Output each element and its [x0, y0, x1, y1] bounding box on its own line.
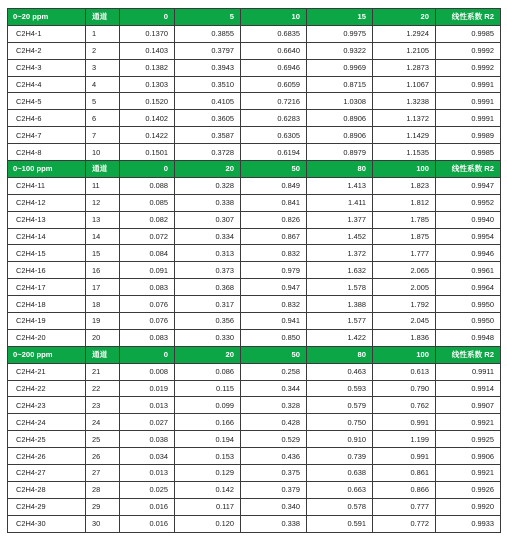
sensor-name-cell: C2H4-23	[8, 397, 86, 414]
channel-cell: 28	[86, 481, 120, 498]
table-row	[8, 76, 501, 93]
reading-cell: 0.739	[307, 448, 373, 465]
reading-cell: 1.2105	[373, 42, 436, 59]
reading-cell: 0.762	[373, 397, 436, 414]
concentration-header-cell: 0	[120, 161, 175, 178]
channel-cell: 18	[86, 296, 120, 313]
reading-cell: 0.6059	[241, 76, 307, 93]
reading-cell: 0.344	[241, 380, 307, 397]
table-body	[8, 9, 501, 533]
reading-cell: 0.9969	[307, 59, 373, 76]
r2-value-cell: 0.9950	[436, 296, 501, 313]
reading-cell: 0.1422	[120, 127, 175, 144]
sensor-name-cell: C2H4-6	[8, 110, 86, 127]
reading-cell: 1.777	[373, 245, 436, 262]
concentration-header-cell: 0	[120, 346, 175, 363]
channel-cell: 22	[86, 380, 120, 397]
reading-cell: 0.117	[175, 498, 241, 515]
reading-cell: 0.088	[120, 177, 175, 194]
reading-cell: 0.8906	[307, 127, 373, 144]
reading-cell: 0.3587	[175, 127, 241, 144]
concentration-header-cell: 80	[307, 346, 373, 363]
table-row	[8, 110, 501, 127]
reading-cell: 0.947	[241, 279, 307, 296]
reading-cell: 0.6835	[241, 25, 307, 42]
channel-cell: 27	[86, 465, 120, 482]
concentration-header-cell: 50	[241, 161, 307, 178]
reading-cell: 0.1402	[120, 110, 175, 127]
r2-value-cell: 0.9989	[436, 127, 501, 144]
reading-cell: 0.3728	[175, 144, 241, 161]
reading-cell: 0.9975	[307, 25, 373, 42]
reading-cell: 0.1520	[120, 93, 175, 110]
reading-cell: 1.2924	[373, 25, 436, 42]
channel-cell: 30	[86, 515, 120, 532]
reading-cell: 0.313	[175, 245, 241, 262]
reading-cell: 0.082	[120, 211, 175, 228]
reading-cell: 0.832	[241, 296, 307, 313]
reading-cell: 0.338	[175, 194, 241, 211]
reading-cell: 0.034	[120, 448, 175, 465]
concentration-header-cell: 5	[175, 9, 241, 26]
r2-value-cell: 0.9947	[436, 177, 501, 194]
table-row	[8, 279, 501, 296]
channel-cell: 11	[86, 177, 120, 194]
reading-cell: 0.083	[120, 329, 175, 346]
reading-cell: 0.084	[120, 245, 175, 262]
reading-cell: 0.7216	[241, 93, 307, 110]
reading-cell: 0.086	[175, 363, 241, 380]
reading-cell: 0.991	[373, 448, 436, 465]
reading-cell: 1.2873	[373, 59, 436, 76]
reading-cell: 0.772	[373, 515, 436, 532]
reading-cell: 0.6194	[241, 144, 307, 161]
reading-cell: 2.045	[373, 313, 436, 330]
reading-cell: 0.4105	[175, 93, 241, 110]
reading-cell: 1.1429	[373, 127, 436, 144]
reading-cell: 0.166	[175, 414, 241, 431]
reading-cell: 0.099	[175, 397, 241, 414]
r2-value-cell: 0.9985	[436, 25, 501, 42]
reading-cell: 0.1382	[120, 59, 175, 76]
table-row	[8, 329, 501, 346]
reading-cell: 0.379	[241, 481, 307, 498]
reading-cell: 0.591	[307, 515, 373, 532]
sensor-name-cell: C2H4-29	[8, 498, 86, 515]
reading-cell: 0.120	[175, 515, 241, 532]
channel-cell: 16	[86, 262, 120, 279]
reading-cell: 0.941	[241, 313, 307, 330]
reading-cell: 0.328	[241, 397, 307, 414]
sensor-name-cell: C2H4-15	[8, 245, 86, 262]
table-row	[8, 228, 501, 245]
sensor-name-cell: C2H4-25	[8, 431, 86, 448]
sensor-name-cell: C2H4-30	[8, 515, 86, 532]
channel-cell: 26	[86, 448, 120, 465]
reading-cell: 1.792	[373, 296, 436, 313]
concentration-header-cell: 50	[241, 346, 307, 363]
r2-value-cell: 0.9961	[436, 262, 501, 279]
sensor-name-cell: C2H4-28	[8, 481, 86, 498]
reading-cell: 0.027	[120, 414, 175, 431]
reading-cell: 0.663	[307, 481, 373, 498]
sensor-name-cell: C2H4-21	[8, 363, 86, 380]
sensor-name-cell: C2H4-5	[8, 93, 86, 110]
table-row	[8, 448, 501, 465]
table-row	[8, 144, 501, 161]
reading-cell: 0.849	[241, 177, 307, 194]
reading-cell: 0.373	[175, 262, 241, 279]
table-row	[8, 414, 501, 431]
reading-cell: 0.019	[120, 380, 175, 397]
table-row	[8, 380, 501, 397]
reading-cell: 0.428	[241, 414, 307, 431]
reading-cell: 0.777	[373, 498, 436, 515]
reading-cell: 0.1370	[120, 25, 175, 42]
reading-cell: 0.613	[373, 363, 436, 380]
table-row	[8, 465, 501, 482]
table-row	[8, 127, 501, 144]
range-header-cell: 0~20 ppm	[8, 9, 86, 26]
reading-cell: 0.463	[307, 363, 373, 380]
reading-cell: 1.377	[307, 211, 373, 228]
reading-cell: 0.750	[307, 414, 373, 431]
sensor-name-cell: C2H4-8	[8, 144, 86, 161]
reading-cell: 0.013	[120, 397, 175, 414]
reading-cell: 0.115	[175, 380, 241, 397]
table-row	[8, 177, 501, 194]
reading-cell: 0.6946	[241, 59, 307, 76]
channel-cell: 10	[86, 144, 120, 161]
reading-cell: 0.091	[120, 262, 175, 279]
reading-cell: 0.076	[120, 313, 175, 330]
sensor-name-cell: C2H4-26	[8, 448, 86, 465]
reading-cell: 0.129	[175, 465, 241, 482]
reading-cell: 1.1067	[373, 76, 436, 93]
reading-cell: 0.1501	[120, 144, 175, 161]
sensor-name-cell: C2H4-7	[8, 127, 86, 144]
reading-cell: 0.979	[241, 262, 307, 279]
reading-cell: 0.579	[307, 397, 373, 414]
channel-cell: 3	[86, 59, 120, 76]
reading-cell: 2.005	[373, 279, 436, 296]
reading-cell: 0.338	[241, 515, 307, 532]
r2-value-cell: 0.9921	[436, 465, 501, 482]
sensor-name-cell: C2H4-1	[8, 25, 86, 42]
concentration-header-cell: 20	[175, 346, 241, 363]
table-row	[8, 431, 501, 448]
reading-cell: 0.861	[373, 465, 436, 482]
channel-cell: 1	[86, 25, 120, 42]
r2-value-cell: 0.9914	[436, 380, 501, 397]
reading-cell: 0.375	[241, 465, 307, 482]
reading-cell: 0.8715	[307, 76, 373, 93]
reading-cell: 1.1535	[373, 144, 436, 161]
concentration-header-cell: 0	[120, 9, 175, 26]
sensor-name-cell: C2H4-17	[8, 279, 86, 296]
reading-cell: 0.3797	[175, 42, 241, 59]
r2-value-cell: 0.9991	[436, 93, 501, 110]
reading-cell: 0.826	[241, 211, 307, 228]
reading-cell: 1.578	[307, 279, 373, 296]
concentration-header-cell: 20	[373, 9, 436, 26]
channel-cell: 13	[86, 211, 120, 228]
reading-cell: 0.340	[241, 498, 307, 515]
reading-cell: 0.529	[241, 431, 307, 448]
r2-value-cell: 0.9954	[436, 228, 501, 245]
reading-cell: 0.307	[175, 211, 241, 228]
r2-value-cell: 0.9920	[436, 498, 501, 515]
r2-header-cell: 线性系数 R2	[436, 161, 501, 178]
sensor-name-cell: C2H4-2	[8, 42, 86, 59]
sensor-name-cell: C2H4-4	[8, 76, 86, 93]
channel-cell: 15	[86, 245, 120, 262]
sensor-name-cell: C2H4-16	[8, 262, 86, 279]
reading-cell: 0.3510	[175, 76, 241, 93]
reading-cell: 0.6305	[241, 127, 307, 144]
table-row	[8, 296, 501, 313]
table-row	[8, 515, 501, 532]
reading-cell: 1.785	[373, 211, 436, 228]
r2-value-cell: 0.9991	[436, 76, 501, 93]
reading-cell: 0.867	[241, 228, 307, 245]
reading-cell: 0.083	[120, 279, 175, 296]
section-header-row	[8, 346, 501, 363]
sensor-name-cell: C2H4-27	[8, 465, 86, 482]
calibration-table	[7, 8, 501, 533]
reading-cell: 0.072	[120, 228, 175, 245]
concentration-header-cell: 80	[307, 161, 373, 178]
table-row	[8, 25, 501, 42]
reading-cell: 1.452	[307, 228, 373, 245]
r2-value-cell: 0.9911	[436, 363, 501, 380]
range-header-cell: 0~200 ppm	[8, 346, 86, 363]
channel-cell: 12	[86, 194, 120, 211]
r2-value-cell: 0.9906	[436, 448, 501, 465]
r2-value-cell: 0.9907	[436, 397, 501, 414]
reading-cell: 0.593	[307, 380, 373, 397]
reading-cell: 0.8906	[307, 110, 373, 127]
reading-cell: 0.832	[241, 245, 307, 262]
range-header-cell: 0~100 ppm	[8, 161, 86, 178]
table-row	[8, 313, 501, 330]
reading-cell: 1.0308	[307, 93, 373, 110]
r2-header-cell: 线性系数 R2	[436, 9, 501, 26]
channel-cell: 29	[86, 498, 120, 515]
section-header-row	[8, 9, 501, 26]
channel-header-cell: 通道	[86, 9, 120, 26]
reading-cell: 1.875	[373, 228, 436, 245]
channel-cell: 6	[86, 110, 120, 127]
reading-cell: 2.065	[373, 262, 436, 279]
table-row	[8, 397, 501, 414]
sensor-name-cell: C2H4-24	[8, 414, 86, 431]
table-row	[8, 59, 501, 76]
channel-cell: 24	[86, 414, 120, 431]
r2-value-cell: 0.9992	[436, 59, 501, 76]
channel-cell: 2	[86, 42, 120, 59]
sensor-name-cell: C2H4-22	[8, 380, 86, 397]
concentration-header-cell: 100	[373, 346, 436, 363]
channel-cell: 20	[86, 329, 120, 346]
reading-cell: 0.142	[175, 481, 241, 498]
reading-cell: 1.199	[373, 431, 436, 448]
sensor-name-cell: C2H4-13	[8, 211, 86, 228]
channel-header-cell: 通道	[86, 161, 120, 178]
table-row	[8, 262, 501, 279]
section-header-row	[8, 161, 501, 178]
reading-cell: 1.413	[307, 177, 373, 194]
reading-cell: 0.368	[175, 279, 241, 296]
r2-value-cell: 0.9940	[436, 211, 501, 228]
reading-cell: 0.153	[175, 448, 241, 465]
r2-value-cell: 0.9985	[436, 144, 501, 161]
table-row	[8, 363, 501, 380]
r2-value-cell: 0.9933	[436, 515, 501, 532]
reading-cell: 0.3943	[175, 59, 241, 76]
reading-cell: 0.076	[120, 296, 175, 313]
reading-cell: 1.836	[373, 329, 436, 346]
reading-cell: 0.638	[307, 465, 373, 482]
channel-cell: 23	[86, 397, 120, 414]
table-row	[8, 42, 501, 59]
reading-cell: 0.8979	[307, 144, 373, 161]
calibration-table-container	[7, 8, 500, 533]
reading-cell: 0.085	[120, 194, 175, 211]
r2-value-cell: 0.9925	[436, 431, 501, 448]
reading-cell: 1.372	[307, 245, 373, 262]
reading-cell: 0.194	[175, 431, 241, 448]
sensor-name-cell: C2H4-12	[8, 194, 86, 211]
reading-cell: 0.328	[175, 177, 241, 194]
reading-cell: 0.013	[120, 465, 175, 482]
r2-value-cell: 0.9952	[436, 194, 501, 211]
reading-cell: 1.812	[373, 194, 436, 211]
channel-cell: 17	[86, 279, 120, 296]
reading-cell: 0.790	[373, 380, 436, 397]
reading-cell: 0.008	[120, 363, 175, 380]
channel-cell: 4	[86, 76, 120, 93]
reading-cell: 0.038	[120, 431, 175, 448]
table-row	[8, 194, 501, 211]
concentration-header-cell: 15	[307, 9, 373, 26]
reading-cell: 0.910	[307, 431, 373, 448]
channel-cell: 7	[86, 127, 120, 144]
reading-cell: 0.330	[175, 329, 241, 346]
reading-cell: 1.577	[307, 313, 373, 330]
concentration-header-cell: 100	[373, 161, 436, 178]
reading-cell: 0.016	[120, 515, 175, 532]
r2-value-cell: 0.9950	[436, 313, 501, 330]
channel-cell: 25	[86, 431, 120, 448]
reading-cell: 0.850	[241, 329, 307, 346]
r2-value-cell: 0.9926	[436, 481, 501, 498]
reading-cell: 1.823	[373, 177, 436, 194]
sensor-name-cell: C2H4-3	[8, 59, 86, 76]
reading-cell: 0.991	[373, 414, 436, 431]
reading-cell: 0.841	[241, 194, 307, 211]
table-row	[8, 498, 501, 515]
reading-cell: 0.016	[120, 498, 175, 515]
reading-cell: 1.632	[307, 262, 373, 279]
reading-cell: 1.411	[307, 194, 373, 211]
channel-cell: 14	[86, 228, 120, 245]
reading-cell: 0.1403	[120, 42, 175, 59]
reading-cell: 0.025	[120, 481, 175, 498]
reading-cell: 0.866	[373, 481, 436, 498]
table-row	[8, 93, 501, 110]
r2-value-cell: 0.9921	[436, 414, 501, 431]
reading-cell: 0.578	[307, 498, 373, 515]
reading-cell: 0.258	[241, 363, 307, 380]
sensor-name-cell: C2H4-14	[8, 228, 86, 245]
channel-cell: 21	[86, 363, 120, 380]
reading-cell: 0.317	[175, 296, 241, 313]
r2-header-cell: 线性系数 R2	[436, 346, 501, 363]
table-row	[8, 481, 501, 498]
reading-cell: 0.9322	[307, 42, 373, 59]
channel-cell: 19	[86, 313, 120, 330]
sensor-name-cell: C2H4-20	[8, 329, 86, 346]
concentration-header-cell: 10	[241, 9, 307, 26]
reading-cell: 0.3855	[175, 25, 241, 42]
sensor-name-cell: C2H4-18	[8, 296, 86, 313]
reading-cell: 1.422	[307, 329, 373, 346]
r2-value-cell: 0.9992	[436, 42, 501, 59]
reading-cell: 0.334	[175, 228, 241, 245]
r2-value-cell: 0.9964	[436, 279, 501, 296]
sensor-name-cell: C2H4-11	[8, 177, 86, 194]
r2-value-cell: 0.9946	[436, 245, 501, 262]
sensor-name-cell: C2H4-19	[8, 313, 86, 330]
reading-cell: 0.6640	[241, 42, 307, 59]
reading-cell: 0.3605	[175, 110, 241, 127]
r2-value-cell: 0.9948	[436, 329, 501, 346]
channel-cell: 5	[86, 93, 120, 110]
reading-cell: 1.388	[307, 296, 373, 313]
table-row	[8, 245, 501, 262]
channel-header-cell: 通道	[86, 346, 120, 363]
reading-cell: 0.356	[175, 313, 241, 330]
reading-cell: 0.1303	[120, 76, 175, 93]
reading-cell: 1.3238	[373, 93, 436, 110]
reading-cell: 1.1372	[373, 110, 436, 127]
table-row	[8, 211, 501, 228]
r2-value-cell: 0.9991	[436, 110, 501, 127]
reading-cell: 0.6283	[241, 110, 307, 127]
reading-cell: 0.436	[241, 448, 307, 465]
concentration-header-cell: 20	[175, 161, 241, 178]
